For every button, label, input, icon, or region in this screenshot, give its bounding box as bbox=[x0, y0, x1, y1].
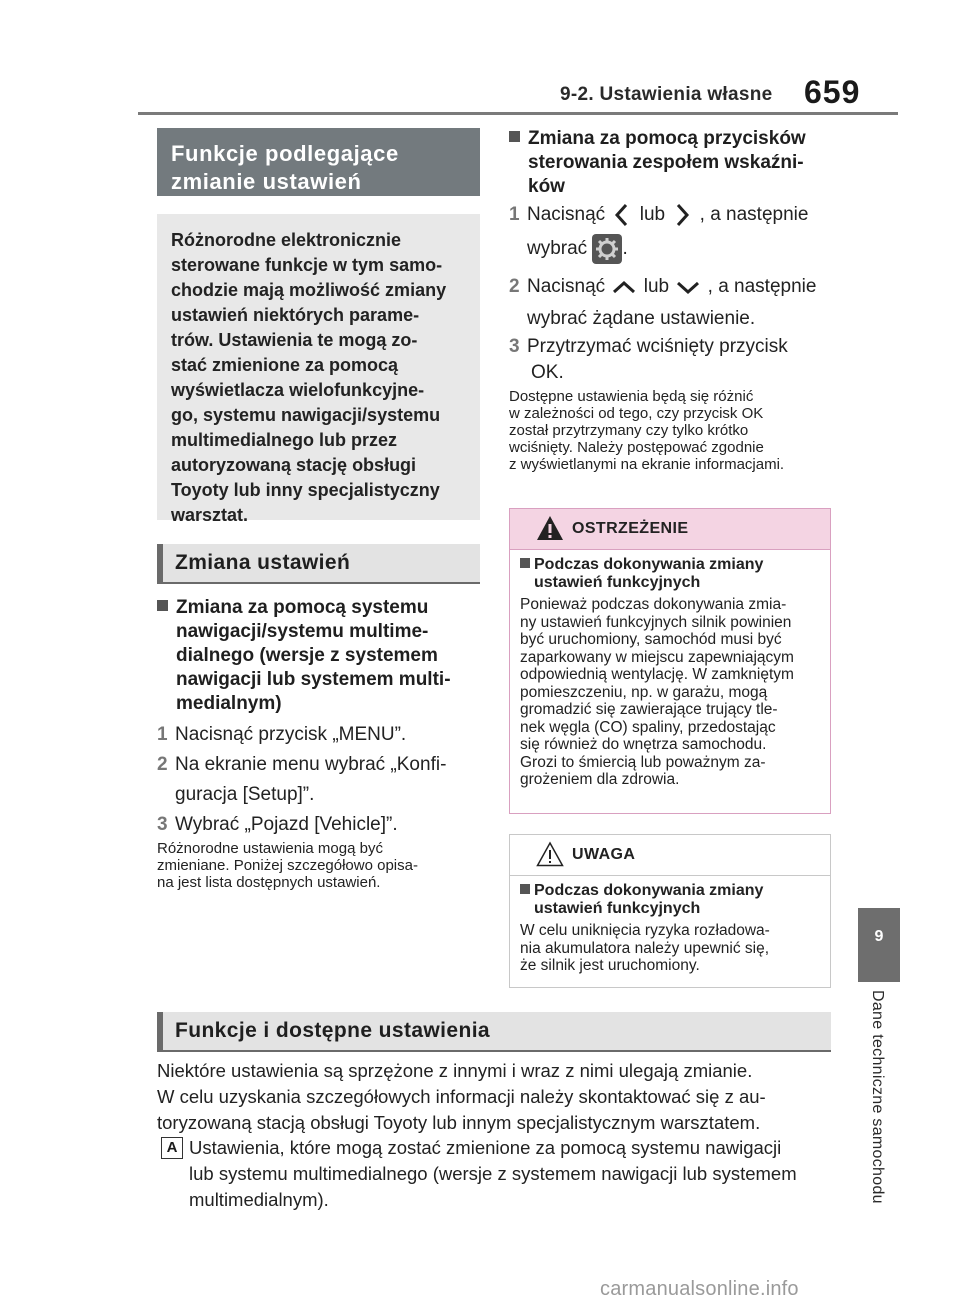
label-a-text: Ustawienia, które mogą zostać zmienione za pomocą systemu nawigacji lub systemu multimedialnego (wersje z systemem nawigacji lub systemem multimedialnym). bbox=[189, 1137, 797, 1210]
info-line: autoryzowaną stację obsługi bbox=[171, 455, 417, 475]
info-line: warsztat. bbox=[171, 505, 249, 525]
chevron-down-icon bbox=[674, 277, 702, 297]
info-line: stać zmienione za pomocą bbox=[171, 355, 399, 375]
note-line: Różnorodne ustawienia mogą być bbox=[157, 840, 383, 857]
caution-header bbox=[510, 835, 830, 876]
info-box bbox=[157, 214, 480, 525]
heading-line: dialnego (wersje z systemem bbox=[176, 645, 438, 666]
step-2-cont: guracja [Setup]”. bbox=[175, 784, 315, 805]
bullet-square-icon bbox=[157, 600, 168, 611]
info-line: ustawień niektórych parame- bbox=[171, 305, 420, 325]
footer-watermark: carmanualsonline.info bbox=[600, 1278, 799, 1300]
caution-title: UWAGA bbox=[572, 846, 636, 863]
chevron-up-icon bbox=[610, 277, 638, 297]
meter-method-heading bbox=[509, 127, 849, 199]
chapter-tab-label: Dane techniczne samochodu bbox=[869, 990, 886, 1204]
info-line: chodzie mają możliwość zmiany bbox=[171, 280, 447, 300]
bullet-square-icon bbox=[520, 558, 530, 568]
step-3: 3 Wybrać „Pojazd [Vehicle]”. bbox=[157, 814, 398, 835]
ok-button-label: OK bbox=[531, 362, 559, 383]
chevron-right-icon bbox=[670, 202, 694, 228]
info-line: multimedialnego lub przez bbox=[171, 430, 398, 450]
warning-triangle-icon bbox=[536, 515, 564, 541]
nav-steps bbox=[157, 720, 487, 840]
note-line: na jest lista dostępnych ustawień. bbox=[157, 874, 381, 891]
main-title-line: Funkcje podlegające bbox=[171, 141, 399, 166]
main-title-line: zmianie ustawień bbox=[171, 169, 362, 194]
meter-step-1: 1 Nacisnąć lub , a następnie bbox=[509, 200, 849, 230]
section-title-funkcje: Funkcje i dostępne ustawienia bbox=[157, 1012, 831, 1052]
chapter-tab-number: 9 bbox=[874, 928, 884, 945]
chevron-left-icon bbox=[610, 202, 634, 228]
caution-box bbox=[509, 834, 831, 988]
header-rule bbox=[138, 112, 898, 115]
step-2: 2 Na ekranie menu wybrać „Konfi- bbox=[157, 754, 447, 775]
info-line: Różnorodne elektronicznie bbox=[171, 230, 402, 250]
info-line: sterowane funkcje w tym samo- bbox=[171, 255, 443, 275]
meter-step-2-cont: wybrać żądane ustawienie. bbox=[527, 308, 756, 329]
caution-text: W celu uniknięcia ryzyka rozładowa- nia akumulatora należy upewnić się, że silnik jest uruchomiony. bbox=[520, 922, 770, 974]
meter-step-3-cont: OK. bbox=[531, 362, 564, 383]
meter-note: Dostępne ustawienia będą się różnić w zależności od tego, czy przycisk OK został przytrzymany czy tylko krótko wciśnięty. Należy postępować zgodnie z wyświetlanymi na ekranie informacjami. bbox=[509, 388, 785, 473]
label-a-badge: A bbox=[161, 1137, 183, 1159]
heading-line: Zmiana za pomocą przycisków bbox=[528, 128, 806, 149]
functions-paragraph: Niektóre ustawienia są sprzężone z innymi i wraz z nimi ulegają zmianie. W celu uzyskania szczegółowych informacji należy skontaktować się z au- toryzowaną stacją obsługi Toyoty lub innym specjalistycznym warsztatem. bbox=[157, 1060, 766, 1133]
info-line: wyświetlacza wielofunkcyjne- bbox=[171, 380, 425, 400]
bullet-square-icon bbox=[520, 884, 530, 894]
running-header-section: 9-2. Ustawienia własne bbox=[560, 84, 773, 105]
step-1: 1 Nacisnąć przycisk „MENU”. bbox=[157, 724, 407, 745]
settings-gear-icon bbox=[592, 234, 622, 264]
page-number: 659 bbox=[804, 74, 861, 110]
info-line: go, systemu nawigacji/systemu bbox=[171, 405, 441, 425]
meter-step-2: 2 Nacisnąć lub , a następnie bbox=[509, 276, 817, 297]
heading-line: nawigacji lub systemem multi- bbox=[176, 669, 451, 690]
warning-text: Ponieważ podczas dokonywania zmia- ny ustawień funkcyjnych silnik powinien być uruchomiony, samochód musi być zaparkowany w miejscu zapewniającym odpowiednią wentylację. W zamkniętym pomieszczeniu, np. w garażu, mogą gromadzić się zawierające trujący tle- nek węgla (CO) spaliny, przedostając się również do wnętrza samochodu. Grozi to śmiercią lub poważnym za- grożeniem dla zdrowia. bbox=[520, 596, 794, 788]
nav-method-heading bbox=[157, 596, 487, 716]
heading-line: sterowania zespołem wskaźni- bbox=[528, 152, 804, 173]
heading-line: Zmiana za pomocą systemu bbox=[176, 597, 429, 618]
main-section-title bbox=[157, 128, 480, 196]
caution-triangle-icon bbox=[536, 841, 564, 867]
info-line: trów. Ustawienia te mogą zo- bbox=[171, 330, 418, 350]
bullet-square-icon bbox=[509, 131, 520, 142]
info-line: Toyoty lub inny specjalistyczny bbox=[171, 480, 440, 500]
warning-title: OSTRZEŻENIE bbox=[572, 520, 689, 537]
note-line: zmieniane. Poniżej szczegółowo opisa- bbox=[157, 857, 418, 874]
heading-line: ków bbox=[528, 176, 565, 197]
heading-line: medialnym) bbox=[176, 693, 282, 714]
warning-heading: Podczas dokonywania zmiany ustawień funkcyjnych bbox=[520, 556, 820, 592]
nav-note bbox=[157, 840, 487, 891]
heading-line: nawigacji/systemu multime- bbox=[176, 621, 429, 642]
warning-box bbox=[509, 508, 831, 814]
meter-step-1-cont: wybrać . bbox=[527, 234, 847, 264]
section-title-zmiana: Zmiana ustawień bbox=[157, 544, 480, 584]
meter-step-3: 3 Przytrzymać wciśnięty przycisk bbox=[509, 336, 788, 357]
ok-button-label: OK bbox=[741, 405, 764, 422]
warning-header bbox=[510, 509, 830, 550]
caution-heading: Podczas dokonywania zmiany ustawień funkcyjnych bbox=[520, 882, 820, 918]
